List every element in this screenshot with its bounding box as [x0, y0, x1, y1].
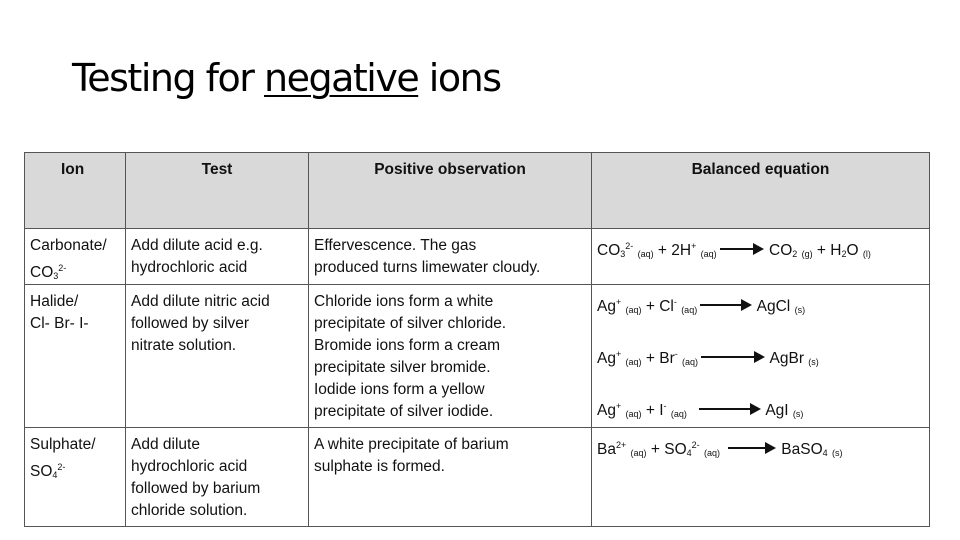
- equation-carbonate: $CO_3^{2-}$ (aq) + 2H+ (aq) $CO_2$ $(g) + H_2O$ (l): [597, 241, 871, 259]
- equation-chloride: Ag+ (aq) + Cl- (aq) AgCl (s): [597, 297, 806, 315]
- observation-cell: Chloride ions form a white precipitate of silver chloride. Bromide ions form a cream precipitate silver bromide. Iodide ions form a yellow precipitate of silver iodide.: [309, 285, 592, 427]
- title-underlined-word: negative: [264, 56, 419, 100]
- table-header-row: [25, 153, 929, 229]
- ion-cell: Halide/ Cl- Br- I-: [25, 285, 126, 427]
- reaction-arrow-icon: [701, 356, 763, 358]
- reaction-arrow-icon: [728, 447, 774, 449]
- equation-cell: [592, 285, 929, 427]
- test-cell: Add dilute acid e.g. hydrochloric acid: [126, 229, 309, 284]
- ion-cell: Carbonate/ $CO_3^{2-}$: [25, 229, 126, 284]
- equation-bromide: Ag+ (aq) + Br- (aq) AgBr (s): [597, 349, 819, 367]
- equation-iodide: Ag+ (aq) + I- (aq) AgI (s): [597, 401, 804, 419]
- header-ion: Ion: [25, 153, 126, 228]
- equation-cell: [592, 229, 929, 284]
- header-test: Test: [126, 153, 309, 228]
- title-text-end: ions: [418, 56, 501, 100]
- negative-ions-table: [24, 152, 930, 527]
- header-equation: Balanced equation: [691, 161, 830, 178]
- test-cell: Add dilute nitric acid followed by silver nitrate solution.: [126, 285, 309, 427]
- table-row-sulphate: [25, 428, 929, 526]
- equation-sulphate: $Ba^{2+}$ $(aq) + SO_4^{2-}$ (aq) BaSO$_4$ (s): [597, 440, 843, 458]
- ion-cell: Sulphate/ $SO_4^{2-}$: [25, 428, 126, 526]
- slide-title: [72, 56, 501, 100]
- observation-cell: Effervescence. The gas produced turns limewater cloudy.: [309, 229, 592, 284]
- reaction-arrow-icon: [700, 304, 750, 306]
- table-row-carbonate: [25, 229, 929, 285]
- test-cell: Add dilute hydrochloric acid followed by barium chloride solution.: [126, 428, 309, 526]
- header-observation: Positive observation: [309, 153, 592, 228]
- observation-cell: A white precipitate of barium sulphate is formed.: [309, 428, 592, 526]
- reaction-arrow-icon: [720, 248, 762, 250]
- table-row-halide: [25, 285, 929, 428]
- equation-cell: [592, 428, 929, 526]
- title-text-start: Testing for: [72, 56, 265, 100]
- reaction-arrow-icon: [699, 408, 759, 410]
